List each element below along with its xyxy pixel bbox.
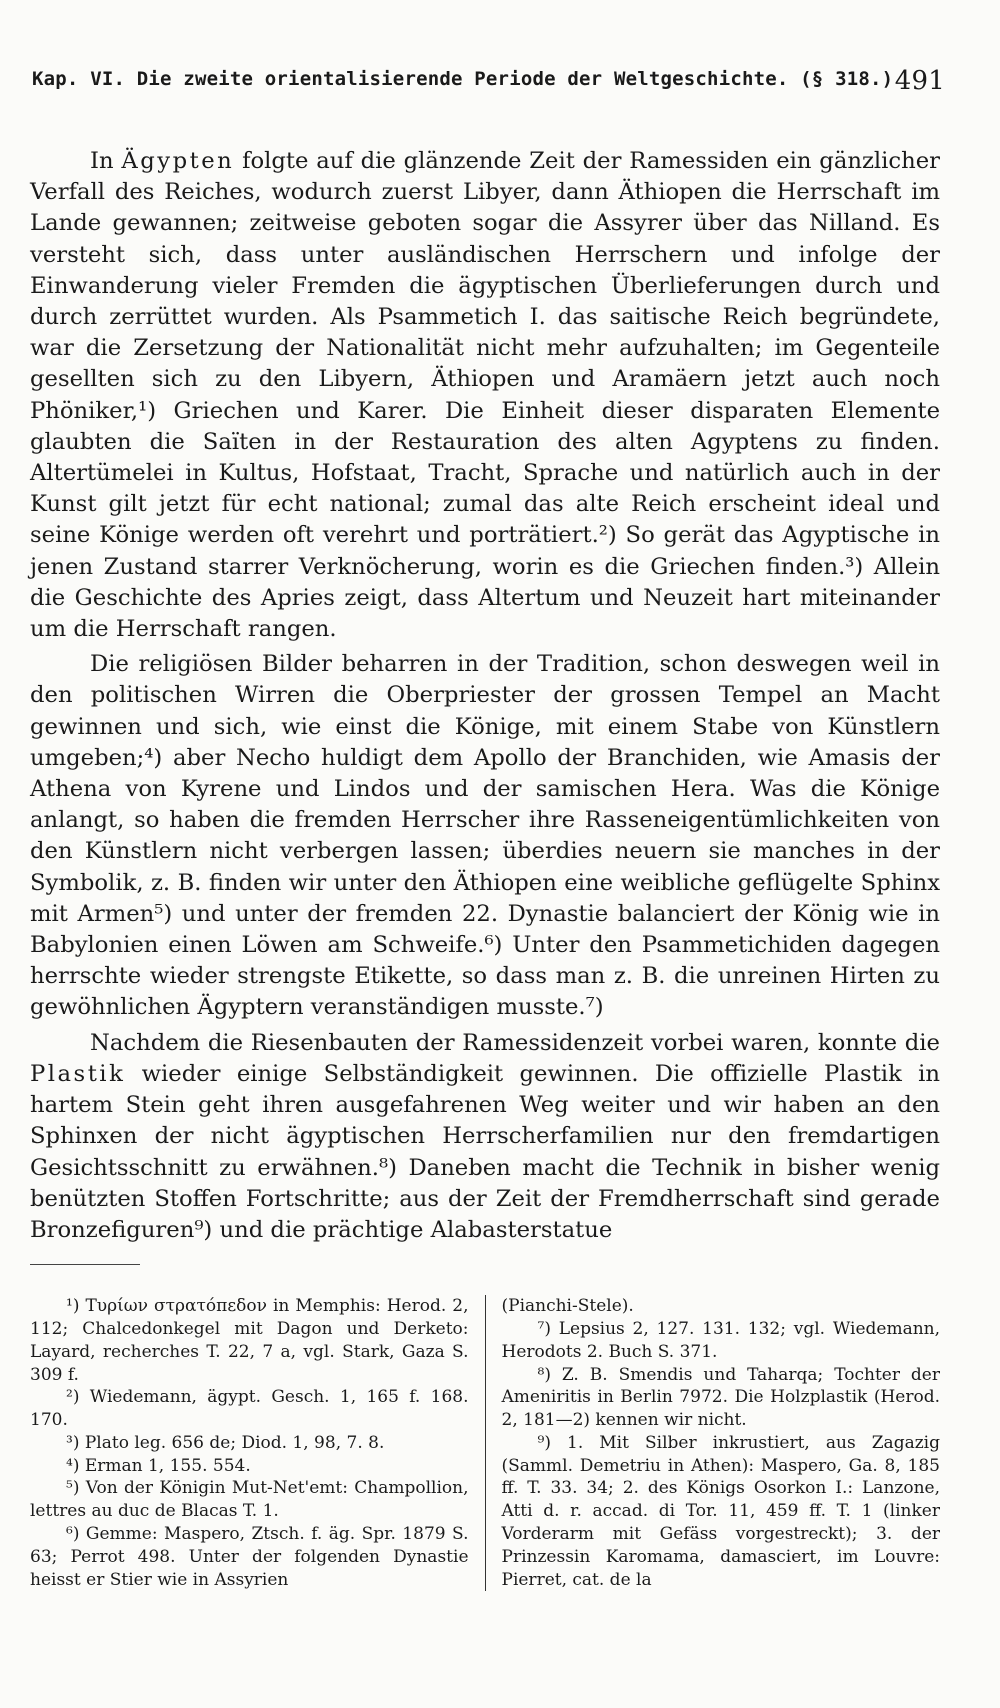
footnote-continuation: (Pianchi-Stele).: [501, 1296, 634, 1317]
paragraph-lead: In: [90, 148, 114, 174]
footnote: ³) Plato leg. 656 de; Diod. 1, 98, 7. 8.: [66, 1432, 385, 1453]
footnote: ⁴) Erman 1, 155. 554.: [66, 1455, 251, 1476]
emphasized-term: Plastik: [30, 1060, 126, 1087]
chapter-title: Kap. VI. Die zweite orientalisierende Periode der Weltgeschichte. (§ 318.): [32, 68, 894, 90]
main-text: [30, 146, 940, 1246]
paragraph-text: Die religiösen Bilder beharren in der Tradition, schon deswegen weil in den politischen Wirren die Oberpriester der grossen Tempel an Macht gewinnen und sich, wie einst die Könige, mit einem Stabe von Künstlern umgeben;⁴) aber Necho huldigt dem Apollo der Branchiden, wie Amasis der Athena von Kyrene und Lindos und der samischen Hera. Was die Könige anlangt, so haben die fremden Herrscher ihre Rasseneigentümlichkeiten von den Künstlern nicht verbergen lassen; überdies neuern sie manches in der Symbolik, z. B. finden wir unter den Äthiopen eine weibliche geflügelte Sphinx mit Armen⁵) und unter der fremden 22. Dynastie balanciert der König wie in Babylonien einen Löwen am Schweife.⁶) Unter den Psammetichiden dagegen herrschte wieder strengste Etikette, so dass man z. B. die unreinen Hirten zu gewöhnlichen Ägyptern veranständigen musste.⁷): [30, 651, 940, 1021]
footnote: ⁸) Z. B. Smendis und Taharqa; Tochter der Ameniritis in Berlin 7972. Die Holzplastik (Herod. 2, 181—2) kennen wir nicht.: [501, 1364, 940, 1431]
paragraph-lead: Nachdem die Riesenbauten der Ramessidenzeit vorbei waren, konnte die: [90, 1029, 940, 1056]
page-number: 491: [894, 66, 945, 96]
paragraph: [30, 146, 940, 645]
footnote: ⁶) Gemme: Maspero, Ztsch. f. äg. Spr. 1879 S. 63; Perrot 498. Unter der folgenden Dynastie heisst er Stier wie in Assyrien: [30, 1524, 469, 1590]
paragraph: [30, 649, 940, 1023]
footnote: ⁹) 1. Mit Silber inkrustiert, aus Zagazig (Samml. Demetriu in Athen): Maspero, Ga. 8, 185 ff. T. 33. 34; 2. des Königs Osorkon I.: Lanzone, Atti d. r. accad. di Tor. 11, 459 ff. T. 1 (linker Vorderarm mit Gefäss vorgestreckt); 3. der Prinzessin Karomama, damasciert, im Louvre: Pierret, cat. de la: [501, 1432, 940, 1590]
footnote: ⁷) Lepsius 2, 127. 131. 132; vgl. Wiedemann, Herodots 2. Buch S. 371.: [501, 1318, 940, 1362]
running-header: [30, 60, 945, 100]
footnote: ²) Wiedemann, ägypt. Gesch. 1, 165 f. 168. 170.: [30, 1387, 469, 1431]
footnote: ¹) Τυρίων στρατόπεδον in Memphis: Herod. 2, 112; Chalcedonkegel mit Dagon und Derketo: Layard, recherches T. 22, 7 a, vgl. Stark, Gaza S. 309 f.: [30, 1296, 469, 1385]
footnotes-left-column: [30, 1295, 486, 1591]
paragraph-text: wieder einige Selbständigkeit gewinnen. Die offizielle Plastik in hartem Stein geht ihren ausgefahrenen Weg weiter und wir haben an den Sphinxen der nicht ägyptischen Herrscherfamilien nur den fremdartigen Gesichtsschnitt zu erwähnen.⁸) Daneben macht die Technik in bisher wenig benützten Stoffen Fortschritte; aus der Zeit der Fremdherrschaft sind gerade Bronzefiguren⁹) und die prächtige Alabasterstatue: [30, 1060, 940, 1243]
footnote: ⁵) Von der Königin Mut-Net'emt: Champollion, lettres au duc de Blacas T. 1.: [30, 1478, 469, 1522]
footnotes: [30, 1295, 940, 1591]
footnotes-right-column: [486, 1295, 941, 1591]
book-page: [30, 60, 945, 1591]
paragraph: [30, 1028, 940, 1246]
emphasized-term: Ägypten: [121, 148, 235, 174]
paragraph-text: folgte auf die glänzende Zeit der Ramessiden ein gänzlicher Verfall des Reiches, wodurch zuerst Libyer, dann Äthiopen die Herrschaft im Lande gewannen; zeitweise geboten sogar die Assyrer über das Nilland. Es versteht sich, dass unter ausländischen Herrschern und infolge der Einwanderung vieler Fremden die ägyptischen Überlieferungen durch und durch zerrüttet wurden. Als Psammetich I. das saitische Reich begründete, war die Zersetzung der Nationalität nicht mehr aufzuhalten; im Gegenteile gesellten sich zu den Libyern, Äthiopen und Aramäern jetzt auch noch Phöniker,¹) Griechen und Karer. Die Einheit dieser disparaten Elemente glaubten die Saïten in der Restauration des alten Agyptens zu finden. Altertümelei in Kultus, Hofstaat, Tracht, Sprache und natürlich auch in der Kunst gilt jetzt für echt national; zumal das alte Reich erscheint ideal und seine Könige werden oft verehrt und porträtiert.²) So gerät das Agyptische in jenen Zustand starrer Verknöcherung, worin es die Griechen finden.³) Allein die Geschichte des Apries zeigt, dass Altertum und Neuzeit hart miteinander um die Herrschaft rangen.: [30, 148, 941, 643]
footnote-rule: [30, 1264, 140, 1265]
